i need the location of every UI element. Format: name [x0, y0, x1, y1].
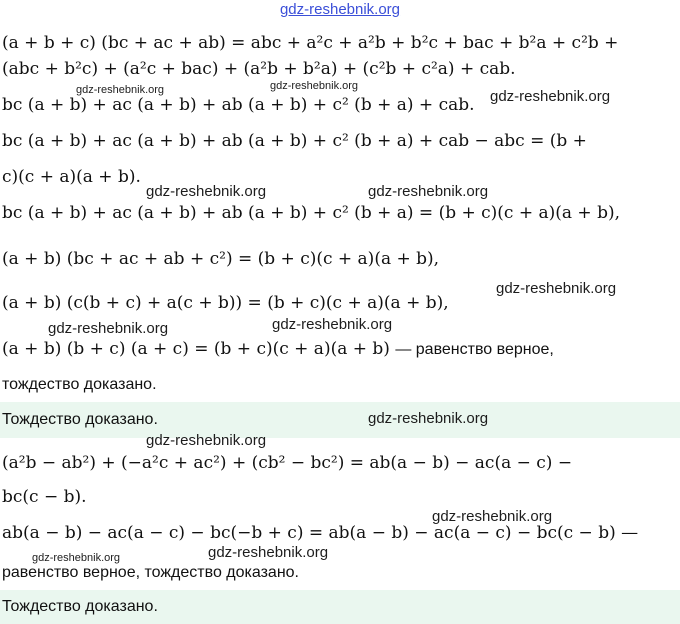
- result-text-2: Тождество доказано.: [2, 598, 158, 615]
- watermark: gdz-reshebnik.org: [490, 88, 611, 105]
- math-line-1: (a + b + c) (bc + ac + ab) = abc + a²c + a²b + b²c + bac + b²a + c²b +: [2, 33, 619, 53]
- math2-line-2: bc(c − b).: [2, 487, 87, 507]
- final-equation: (a + b) (b + c) (a + c) = (b + c)(c + a)(a + b): [2, 339, 390, 359]
- math-line-6: bc (a + b) + ac (a + b) + ab (a + b) + c² (b + a) = (b + c)(c + a)(a + b),: [2, 203, 621, 223]
- math-line-4: bc (a + b) + ac (a + b) + ab (a + b) + c² (b + a) + cab − abc = (b +: [2, 131, 587, 151]
- result-band-1: [0, 402, 680, 438]
- math-line-5: c)(c + a)(a + b).: [2, 167, 141, 187]
- watermark: gdz-reshebnik.org: [270, 80, 359, 92]
- watermark: gdz-reshebnik.org: [48, 320, 169, 337]
- math2-line-1: (a²b − ab²) + (−a²c + ac²) + (cb² − bc²) = ab(a − b) − ac(a − c) −: [2, 453, 573, 473]
- watermark: gdz-reshebnik.org: [32, 552, 121, 564]
- result-band-2: [0, 590, 680, 624]
- math2-line-3: ab(a − b) − ac(a − c) − bc(−b + c) = ab(a − b) − ac(a − c) − bc(c − b) —: [2, 523, 639, 543]
- watermark: gdz-reshebnik.org: [146, 183, 267, 200]
- watermark: gdz-reshebnik.org: [496, 280, 617, 297]
- equality-note: — равенство верное,: [395, 341, 554, 358]
- math-line-7: (a + b) (bc + ac + ab + c²) = (b + c)(c + a)(a + b),: [2, 249, 440, 269]
- math2-line-4: равенство верное, тождество доказано.: [2, 564, 299, 581]
- watermark: gdz-reshebnik.org: [146, 432, 267, 449]
- watermark: gdz-reshebnik.org: [368, 183, 489, 200]
- math-line-2: (abc + b²c) + (a²c + bac) + (a²b + b²a) + (c²b + c²a) + cab.: [2, 59, 516, 79]
- watermark: gdz-reshebnik.org: [76, 84, 165, 96]
- watermark: gdz-reshebnik.org: [208, 544, 329, 561]
- math-line-3: bc (a + b) + ac (a + b) + ab (a + b) + c² (b + a) + cab.: [2, 95, 475, 115]
- math-line-10: тождество доказано.: [2, 376, 157, 393]
- site-link[interactable]: gdz-reshebnik.org: [279, 1, 401, 18]
- watermark: gdz-reshebnik.org: [368, 410, 489, 427]
- math-line-8: (a + b) (c(b + c) + a(c + b)) = (b + c)(c + a)(a + b),: [2, 293, 449, 313]
- result-text-1: Тождество доказано.: [2, 411, 158, 428]
- math-line-9: [2, 338, 554, 361]
- watermark: gdz-reshebnik.org: [272, 316, 393, 333]
- watermark: gdz-reshebnik.org: [432, 508, 553, 525]
